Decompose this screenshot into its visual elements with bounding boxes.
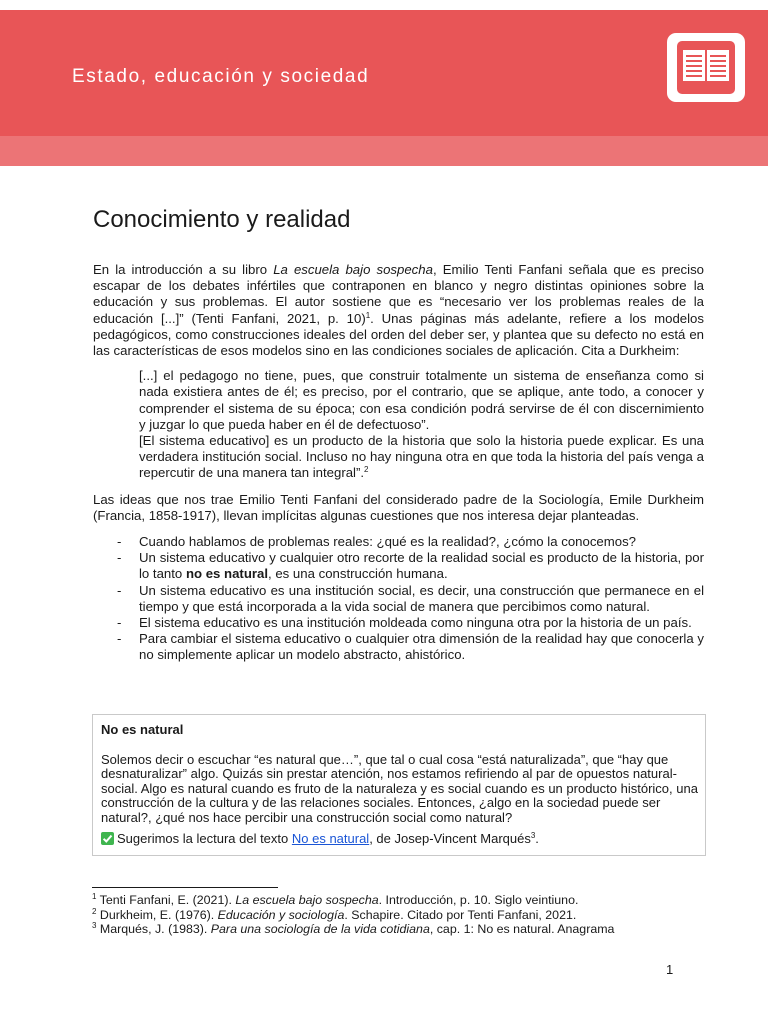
list-item	[93, 534, 704, 550]
footnote-1	[92, 893, 712, 908]
book-badge	[667, 33, 745, 102]
footnote-text: . Schapire. Citado por Tenti Fanfani, 2021.	[344, 907, 577, 922]
suggestion-author: , de Josep-Vincent Marqués	[369, 830, 531, 846]
callout-suggestion	[101, 832, 701, 847]
footnote-title: La escuela bajo sospecha	[235, 893, 379, 907]
no-es-natural-link[interactable]: No es natural	[291, 830, 370, 846]
quote-line-2	[139, 433, 704, 482]
check-mark-icon	[101, 832, 114, 845]
list-item-text: El sistema educativo es una institución moldeada como ninguna otra por la historia de un país.	[139, 615, 692, 631]
main-content	[93, 262, 704, 664]
footnote-ref-2[interactable]: 2	[364, 465, 369, 475]
list-item-text: Un sistema educativo y cualquier otro recorte de la realidad social es producto de la historia, por lo tanto	[139, 550, 704, 582]
header-band-light	[0, 136, 768, 166]
list-item	[93, 615, 704, 631]
intro-book-title: La escuela bajo sospecha	[273, 262, 433, 277]
callout-title: No es natural	[101, 722, 184, 737]
intro-text-2: , Emilio Tenti Fanfani señala que es preciso escapar de los debates infértiles que contraponen en blanco y negro distintas opiniones sobre la educación y sus problemas. El autor sostiene que es “necesario ver los problemas reales de la educación [...]” (Tenti Fanfani, 2021, p. 10)	[93, 262, 705, 326]
footnote-3	[92, 922, 712, 937]
list-item	[93, 631, 704, 663]
list-item-text: Un sistema educativo es una institución social, es decir, una construcción que permanece en el tiempo y que está incorporada a la vida social de manera que percibimos como natural.	[139, 582, 704, 614]
list-item	[93, 583, 704, 615]
list-dash: -	[117, 582, 122, 598]
callout-box	[92, 714, 706, 856]
footnote-text: Tenti Fanfani, E. (2021).	[96, 893, 236, 907]
quote-line-1: [...] el pedagogo no tiene, pues, que construir totalmente un sistema de enseñanza como si nada existiera antes de él; es preciso, por el contrario, que se aplique, ante todo, a conocer y comprender el sistema de su época; con esa condición podrá servirse de él con discernimiento y juzgar lo que pueda haber en él de defectuoso”.	[139, 368, 704, 432]
footnote-2	[92, 908, 712, 923]
suggestion-text: Sugerimos la lectura del texto	[117, 830, 292, 846]
footnote-divider	[92, 887, 278, 888]
footnote-text: Durkheim, E. (1976).	[96, 907, 218, 922]
paragraph-2: Las ideas que nos trae Emilio Tenti Fanfani del considerado padre de la Sociología, Emile Durkheim (Francia, 1858-1917), llevan implícitas algunas cuestiones que nos interesa dejar planteadas.	[93, 491, 704, 523]
page-number: 1	[666, 962, 674, 977]
footnote-text: . Introducción, p. 10. Siglo veintiuno.	[378, 893, 579, 907]
intro-text-1: En la introducción a su libro	[93, 262, 274, 277]
footnote-text: , cap. 1: No es natural. Anagrama	[429, 922, 615, 937]
list-dash: -	[117, 631, 122, 647]
footnote-ref-1[interactable]: 1	[365, 310, 371, 320]
list-dash: -	[117, 615, 122, 631]
book-icon	[667, 33, 745, 102]
footnote-title: Para una sociología de la vida cotidiana	[210, 922, 430, 937]
intro-text-3: . Unas páginas más adelante, refiere a los modelos pedagógicos, como construcciones ideales del orden del deber ser, y plantea que su defecto no está en las características de esos modelos sino en las condiciones sociales de aplicación. Cita a Durkheim:	[93, 310, 704, 359]
list-item-text: Cuando hablamos de problemas reales: ¿qué es la realidad?, ¿cómo la conocemos?	[139, 534, 637, 550]
list-dash: -	[117, 534, 122, 550]
suggestion-end: .	[535, 830, 539, 846]
footnote-text: Marqués, J. (1983).	[96, 922, 211, 937]
footnote-ref-3[interactable]: 3	[530, 830, 536, 840]
footnote-number: 1	[92, 892, 97, 901]
footnote-number: 3	[92, 921, 97, 931]
header-title: Estado, educación y sociedad	[72, 66, 370, 87]
bullet-list	[93, 534, 704, 664]
list-item-text: , es una construcción humana.	[268, 566, 448, 582]
intro-paragraph	[93, 262, 704, 359]
block-quote	[139, 368, 704, 481]
footnotes	[92, 893, 712, 937]
callout-body: Solemos decir o escuchar “es natural que…”, que tal o cual cosa “está naturalizada”, que “hay que desnaturalizar” algo. Quizás sin prestar atención, nos estamos refiriendo al par de opuestos natural-social. Algo es natural cuando es fruto de la naturaleza y es social cuando es un producto histórico, una construcción de la cultura y de las relaciones sociales. Entonces, ¿algo en la sociedad puede ser natural?, ¿qué nos hace percibir una construcción social como natural?	[101, 751, 698, 825]
quote-line-2-text: [El sistema educativo] es un producto de la historia que solo la historia puede explicar. Es una verdadera institución social. Incluso no hay ninguna otra en que toda la historia del país venga a repercutir de una manera tan integral”.	[139, 433, 704, 481]
page-title: Conocimiento y realidad	[93, 206, 351, 233]
footnote-number: 2	[92, 906, 97, 916]
list-item-text: Para cambiar el sistema educativo o cualquier otra dimensión de la realidad hay que conocerla y no simplemente aplicar un modelo abstracto, ahistórico.	[139, 631, 704, 663]
footnote-title: Educación y sociología	[217, 907, 345, 922]
list-item	[93, 550, 704, 582]
list-dash: -	[117, 550, 122, 566]
list-item-bold: no es natural	[185, 566, 269, 582]
